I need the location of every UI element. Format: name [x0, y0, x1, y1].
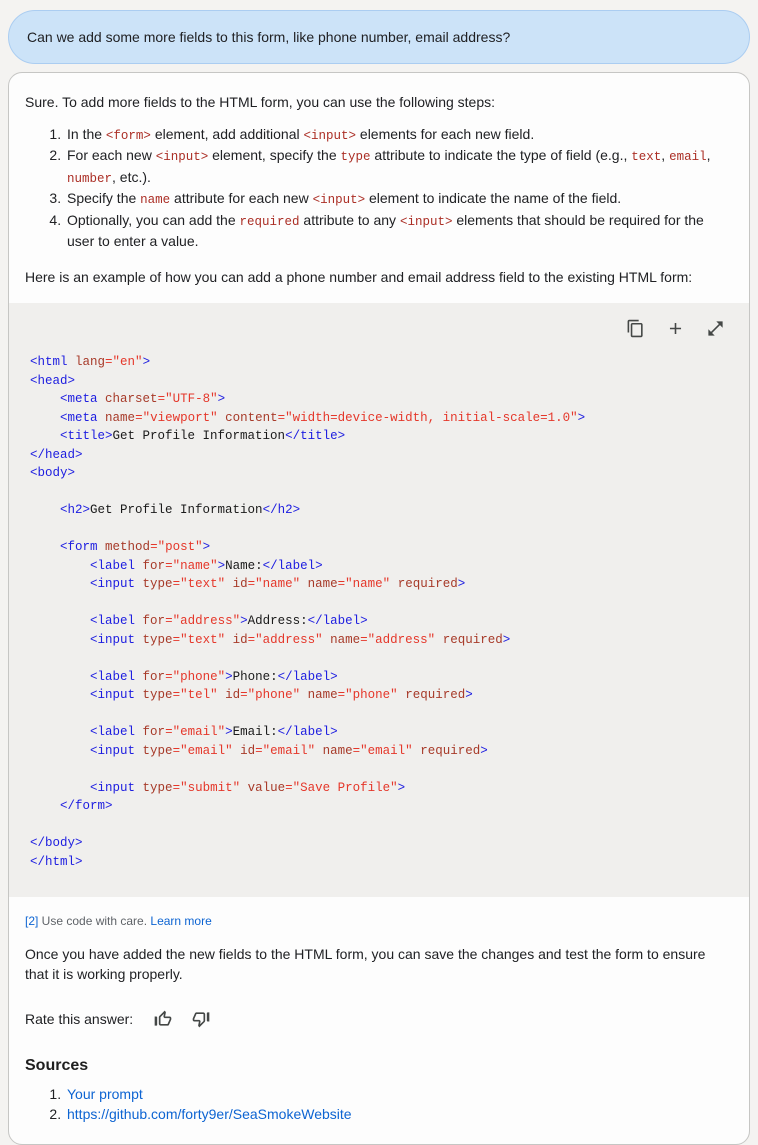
copy-code-button[interactable]: [625, 318, 645, 338]
thumbs-up-button[interactable]: [152, 1008, 173, 1029]
code-line: <label for="phone">Phone:</label>: [90, 669, 338, 684]
code-line: <form method="post">: [60, 540, 211, 554]
code-content: [9, 347, 749, 871]
code-line: <input type="text" id="address" name="address" required>: [90, 632, 511, 647]
code-line: <h2>Get Profile Information</h2>: [60, 503, 301, 517]
code-line: <body>: [30, 466, 76, 480]
inline-code: name: [140, 193, 171, 207]
text-segment: attribute to indicate the type of field (e.g.,: [370, 147, 632, 163]
inline-code: <input>: [303, 128, 357, 143]
care-note-link[interactable]: Learn more: [150, 914, 212, 928]
code-line: <input type="text" id="name" name="name" required>: [90, 577, 466, 591]
rate-answer-row: [25, 1008, 733, 1029]
inline-code: number: [67, 171, 113, 186]
code-line: [30, 594, 733, 613]
user-message-text: Can we add some more fields to this form, like phone number, email address?: [27, 28, 511, 45]
text-segment: elements that should be required for the user to enter a value.: [67, 211, 704, 249]
code-line: <meta charset="UTF-8">: [60, 392, 226, 406]
example-intro-text: Here is an example of how you can add a phone number and email address field to the existing HTML form:: [25, 268, 693, 285]
code-line: </head>: [30, 447, 83, 462]
text-segment: attribute for each new: [170, 190, 313, 206]
code-line: <label for="email">Email:</label>: [90, 725, 338, 739]
text-segment: attribute to any: [299, 211, 400, 228]
copy-icon: [626, 319, 645, 338]
thumb-up-icon: [153, 1009, 173, 1029]
text-segment: , etc.).: [112, 168, 151, 185]
rate-label: Rate this answer:: [25, 1010, 134, 1027]
code-line: <title>Get Profile Information</title>: [60, 429, 346, 443]
code-line: <label for="name">Name:</label>: [90, 558, 323, 573]
text-segment: Specify the: [67, 190, 141, 206]
expand-code-button[interactable]: [705, 318, 725, 338]
code-line: </body>: [30, 836, 83, 850]
inline-code: required: [239, 214, 300, 229]
text-segment: Optionally, you can add the: [67, 211, 240, 228]
code-line: <input type="submit" value="Save Profile">: [90, 780, 406, 795]
plus-icon: [666, 319, 685, 338]
sources-list: [25, 1085, 733, 1124]
step-item: [65, 189, 733, 211]
intro-text: Sure. To add more fields to the HTML form, you can use the following steps:: [25, 94, 496, 110]
source-item: [65, 1105, 733, 1125]
code-line: <input type="email" id="email" name="email" required>: [90, 743, 488, 758]
text-segment: element, specify the: [208, 147, 341, 163]
step-item: [65, 211, 733, 252]
source-item: [65, 1085, 733, 1105]
text-segment: element, add additional: [150, 125, 304, 142]
closing-text: Once you have added the new fields to the HTML form, you can save the changes and test the form to ensure that it is working properly.: [25, 946, 706, 982]
text-segment: ,: [706, 147, 711, 163]
text-segment: elements for each new field.: [356, 125, 535, 142]
code-line: [30, 649, 733, 668]
add-code-button[interactable]: [665, 318, 685, 338]
code-line: <input type="tel" id="phone" name="phone" required>: [90, 688, 473, 702]
text-segment: ,: [661, 147, 670, 163]
code-line: [30, 760, 733, 779]
care-note-link[interactable]: [2]: [25, 914, 39, 928]
step-item: [65, 146, 733, 189]
steps-list: [25, 125, 733, 252]
inline-code: type: [340, 150, 371, 164]
text-segment: For each new: [67, 147, 156, 163]
text-segment: element to indicate the name of the field.: [365, 190, 622, 206]
inline-code: <form>: [105, 128, 151, 143]
thumbs-down-button[interactable]: [190, 1008, 211, 1029]
inline-code: <input>: [399, 214, 453, 229]
code-line: [30, 705, 733, 724]
inline-code: <input>: [312, 193, 366, 207]
source-link[interactable]: https://github.com/forty9er/SeaSmokeWebsite: [67, 1105, 352, 1122]
code-line: <html lang="en">: [30, 355, 151, 369]
code-line: <head>: [30, 373, 76, 388]
code-care-note: [25, 913, 733, 929]
inline-code: email: [669, 150, 707, 164]
inline-code: text: [631, 150, 662, 164]
expand-icon: [706, 319, 725, 338]
code-toolbar: [9, 303, 749, 347]
code-line: [30, 816, 733, 835]
code-line: </form>: [60, 799, 113, 813]
code-line: </html>: [30, 854, 83, 869]
step-item: [65, 125, 733, 147]
sources-heading: Sources: [25, 1057, 89, 1074]
inline-code: <input>: [155, 150, 209, 164]
code-block: [9, 303, 749, 897]
text-segment: In the: [67, 125, 106, 142]
thumb-down-icon: [191, 1009, 211, 1029]
code-line: [30, 520, 733, 539]
code-line: <label for="address">Address:</label>: [90, 614, 368, 628]
source-link[interactable]: Your prompt: [67, 1086, 143, 1102]
user-message-bubble: [8, 10, 750, 64]
text-segment: Use code with care.: [38, 914, 151, 928]
code-line: [30, 483, 733, 502]
code-line: <meta name="viewport" content="width=device-width, initial-scale=1.0">: [60, 410, 586, 425]
assistant-response-card: [8, 72, 750, 1145]
